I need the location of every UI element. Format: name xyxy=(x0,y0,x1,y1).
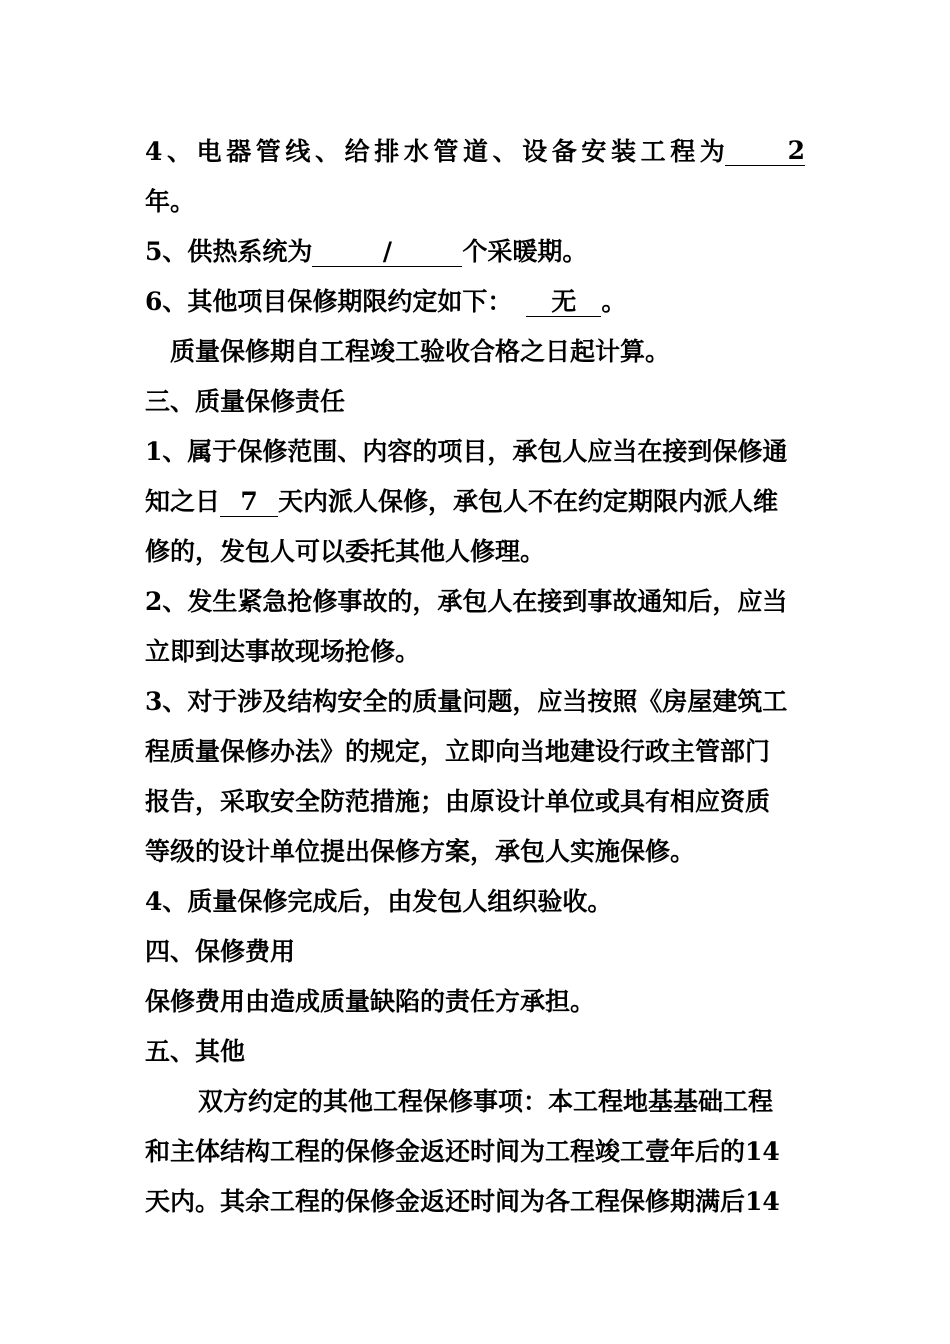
para-1-line-2 xyxy=(145,486,778,518)
para-2-text-1: 2、发生紧急抢修事故的，承包人在接到事故通知后，应当 xyxy=(145,587,788,616)
para-1-line-1 xyxy=(145,436,787,468)
section-heading-5 xyxy=(145,1036,245,1068)
other-para-line-3 xyxy=(145,1186,780,1218)
para-3-text-2: 程质量保修办法》的规定，立即向当地建设行政主管部门 xyxy=(145,737,771,766)
section-heading-4 xyxy=(145,936,295,968)
para-3-text-3: 报告，采取安全防范措施；由原设计单位或具有相应资质 xyxy=(145,787,771,816)
other-para-line-1 xyxy=(198,1086,773,1118)
para-1-text-1: 1、属于保修范围、内容的项目，承包人应当在接到保修通 xyxy=(145,437,788,466)
para-3-text-1: 3、对于涉及结构安全的质量问题，应当按照《房屋建筑工 xyxy=(145,687,788,716)
warranty-start-text: 质量保修期自工程竣工验收合格之日起计算。 xyxy=(170,337,671,366)
para-3-text-4: 等级的设计单位提出保修方案，承包人实施保修。 xyxy=(145,837,696,866)
para-1-text-3: 修的，发包人可以委托其他人修理。 xyxy=(145,537,546,566)
line-electrical-warranty xyxy=(145,136,805,168)
year-unit-text: 年。 xyxy=(145,187,196,216)
para-3-line-2 xyxy=(145,736,770,768)
other-items-suffix: 。 xyxy=(601,287,627,316)
heating-warranty-periods: / xyxy=(312,238,462,267)
para-2-line-2 xyxy=(145,636,420,668)
heating-warranty-text: 5、供热系统为 xyxy=(145,237,313,266)
electrical-warranty-text: 4、电器管线、给排水管道、设备安装工程为 xyxy=(145,137,730,166)
other-para-text-2: 和主体结构工程的保修金返还时间为工程竣工壹年后的14 xyxy=(145,1137,780,1166)
line-other-items-warranty xyxy=(145,286,626,318)
para-3-line-1 xyxy=(145,686,787,718)
other-para-text-3: 天内。其余工程的保修金返还时间为各工程保修期满后14 xyxy=(145,1187,780,1216)
para-2-line-1 xyxy=(145,586,787,618)
section-4-title: 四、保修费用 xyxy=(145,937,296,966)
section-5-title: 五、其他 xyxy=(145,1037,246,1066)
line-year-unit xyxy=(145,186,195,218)
line-warranty-start xyxy=(170,336,670,368)
electrical-warranty-years: 2 xyxy=(725,137,805,166)
para-1-text-2b: 天内派人保修，承包人不在约定期限内派人维 xyxy=(278,487,779,516)
section-heading-3 xyxy=(145,386,345,418)
other-para-line-2 xyxy=(145,1136,780,1168)
section-3-title: 三、质量保修责任 xyxy=(145,387,346,416)
cost-line xyxy=(145,986,595,1018)
para-3-line-4 xyxy=(145,836,695,868)
heating-warranty-suffix: 个采暖期。 xyxy=(462,237,588,266)
para-1-text-2a: 知之日 xyxy=(145,487,221,516)
cost-text: 保修费用由造成质量缺陷的责任方承担。 xyxy=(145,987,596,1016)
other-items-value: 无 xyxy=(526,288,601,317)
other-items-text: 6、其他项目保修期限约定如下： xyxy=(145,287,513,316)
para-4-line-1 xyxy=(145,886,612,918)
line-heating-warranty xyxy=(145,236,587,268)
para-1-line-3 xyxy=(145,536,545,568)
para-2-text-2: 立即到达事故现场抢修。 xyxy=(145,637,421,666)
dispatch-days-value: 7 xyxy=(220,488,278,517)
other-para-text-1: 双方约定的其他工程保修事项：本工程地基基础工程 xyxy=(198,1087,774,1116)
para-3-line-3 xyxy=(145,786,770,818)
para-4-text-1: 4、质量保修完成后，由发包人组织验收。 xyxy=(145,887,613,916)
